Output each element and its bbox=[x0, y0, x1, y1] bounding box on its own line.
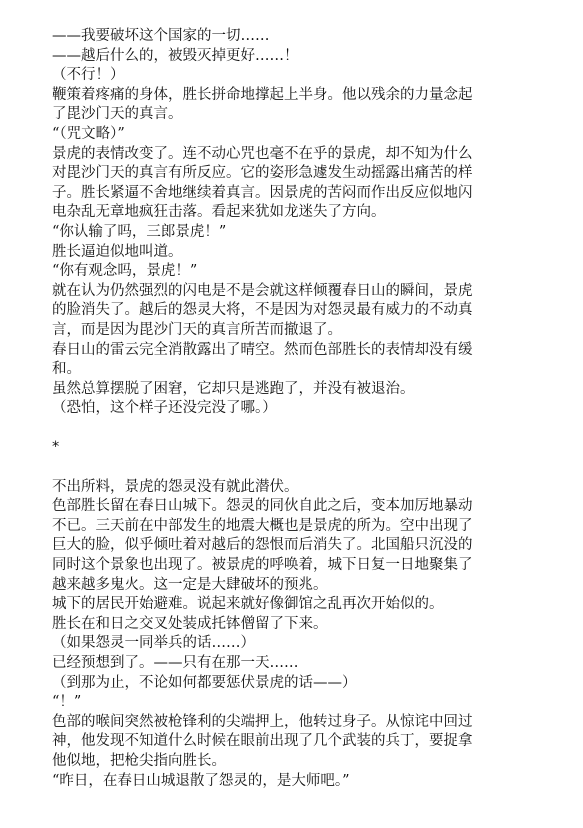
blank-line bbox=[52, 419, 543, 439]
text-line: 他似地，把枪尖指向胜长。 bbox=[52, 752, 226, 769]
text-line: 神，他发现不知道什么时候在眼前出现了几个武装的兵丁，要捉拿 bbox=[52, 733, 473, 750]
text-line: 对毘沙门天的真言有所反应。它的姿形急遽发生动摇露出痛苦的样 bbox=[52, 165, 473, 182]
text-line: 巨大的脸，似乎倾吐着对越后的怨恨而后消失了。北国船只沉没的 bbox=[52, 537, 473, 554]
text-line: “（咒文略）” bbox=[52, 125, 125, 142]
text-line: 和。 bbox=[52, 361, 81, 378]
text-line: 的脸消失了。越后的怨灵大将，不是因为对怨灵最有威力的不动真 bbox=[52, 302, 473, 319]
text-line: 不已。三天前在中部发生的地震大概也是景虎的所为。空中出现了 bbox=[52, 517, 473, 534]
text-line: 虽然总算摆脱了困窘，它却只是逃跑了，并没有被退治。 bbox=[52, 380, 415, 397]
text-line: ——我要破坏这个国家的一切…… bbox=[52, 28, 270, 44]
text-line: （到那为止，不论如何都要惩伏景虎的话——） bbox=[52, 674, 357, 691]
blank-line bbox=[52, 458, 543, 478]
text-line: 春日山的雷云完全消散露出了晴空。然而色部胜长的表情却没有缓 bbox=[52, 341, 473, 358]
section-separator: * bbox=[52, 439, 60, 456]
text-line: 城下的居民开始避难。说起来就好像御馆之乱再次开始似的。 bbox=[52, 596, 444, 613]
text-line: 子。胜长紧逼不舍地继续着真言。因景虎的苦闷而作出反应似地闪 bbox=[52, 184, 473, 201]
text-line: 已经预想到了。——只有在那一天…… bbox=[52, 655, 299, 671]
text-line: 不出所料，景虎的怨灵没有就此潜伏。 bbox=[52, 478, 299, 495]
text-line: （如果怨灵一同举兵的话……） bbox=[52, 635, 255, 652]
text-line: 色部胜长留在春日山城下。怨灵的同伙自此之后，变本加厉地暴动 bbox=[52, 498, 473, 515]
text-line: 景虎的表情改变了。连不动心咒也毫不在乎的景虎，却不知为什么 bbox=[52, 145, 473, 162]
text-line: 了毘沙门天的真言。 bbox=[52, 106, 183, 123]
text-line: 电杂乱无章地疯狂击落。看起来犹如龙迷失了方向。 bbox=[52, 204, 386, 221]
text-line: “昨日，在春日山城退散了怨灵的，是大师吧。” bbox=[52, 772, 350, 789]
text-line: 色部的喉间突然被枪锋利的尖端押上，他转过身子。从惊诧中回过 bbox=[52, 713, 473, 730]
text-line: 就在认为仍然强烈的闪电是不是会就这样倾覆春日山的瞬间，景虎 bbox=[52, 282, 473, 299]
text-line: 越来越多鬼火。这一定是大肆破坏的预兆。 bbox=[52, 576, 328, 593]
text-line: “你认输了吗，三郎景虎！” bbox=[52, 223, 227, 240]
text-line: （不行！） bbox=[52, 67, 125, 84]
text-line: “！” bbox=[52, 694, 82, 711]
text-line: “你有观念吗，景虎！” bbox=[52, 263, 198, 280]
text-line: 同时这个景象也出现了。被景虎的呼唤着，城下日复一日地聚集了 bbox=[52, 557, 473, 574]
text-line: ——越后什么的，被毁灭掉更好……！ bbox=[52, 47, 299, 64]
text-section-1 bbox=[52, 27, 543, 419]
text-line: 言，而是因为毘沙门天的真言所苦而撤退了。 bbox=[52, 321, 342, 338]
text-line: （恐怕，这个样子还没完没了哪。） bbox=[52, 400, 277, 417]
text-line: 胜长在和日之交叉处装成托钵僧留了下来。 bbox=[52, 615, 328, 632]
text-section-2 bbox=[52, 478, 543, 792]
text-line: 胜长逼迫似地叫道。 bbox=[52, 243, 183, 260]
text-line: 鞭策着疼痛的身体，胜长拼命地撑起上半身。他以残余的力量念起 bbox=[52, 86, 473, 103]
